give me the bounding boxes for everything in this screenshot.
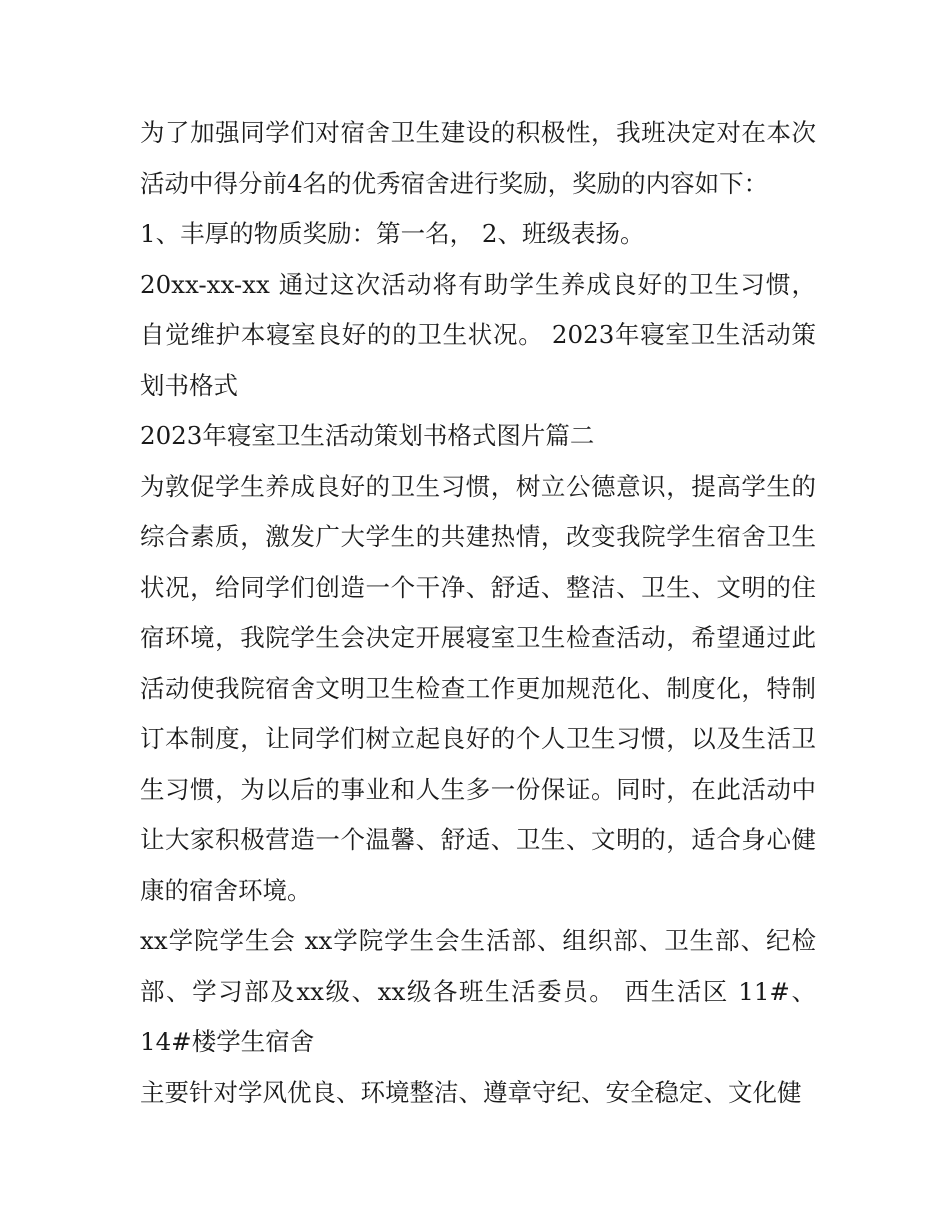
paragraph-purpose: 为敦促学生养成良好的卫生习惯，树立公德意识，提高学生的综合素质，激发广大学生的共建热情，改变我院学生宿舍卫生状况，给同学们创造一个干净、舒适、整洁、卫生、文明的住宿环境，我院学生会决定开展寝室卫生检查活动，希望通过此活动使我院宿舍文明卫生检查工作更加规范化、制度化，特制订本制度，让同学们树立起良好的个人卫生习惯，以及生活卫生习惯，为以后的事业和人生多一份保证。同时，在此活动中让大家积极营造一个温馨、舒适、卫生、文明的，适合身心健康的宿舍环境。 — [140, 471, 816, 905]
paragraph-award-intro: 为了加强同学们对宿舍卫生建设的积极性，我班决定对在本次活动中得分前4名的优秀宿舍进行奖励，奖励的内容如下： — [140, 118, 816, 198]
paragraph-award-items: 1、丰厚的物质奖励：第一名， 2、班级表扬。 — [140, 219, 645, 248]
paragraph-criteria: 主要针对学风优良、环境整洁、遵章守纪、安全稳定、文化健 — [140, 1077, 802, 1107]
section-heading: 2023年寝室卫生活动策划书格式图片篇二 — [140, 421, 595, 450]
document-body — [140, 108, 816, 1118]
paragraph-activity-goal: 20xx-xx-xx 通过这次活动将有助学生养成良好的卫生习惯，自觉维护本寝室良好的的卫生状况。 2023年寝室卫生活动策划书格式 — [140, 269, 816, 400]
paragraph-organizers: xx学院学生会 xx学院学生会生活部、组织部、卫生部、纪检部、学习部及xx级、xx级各班生活委员。 西生活区 11#、14#楼学生宿舍 — [140, 926, 816, 1056]
